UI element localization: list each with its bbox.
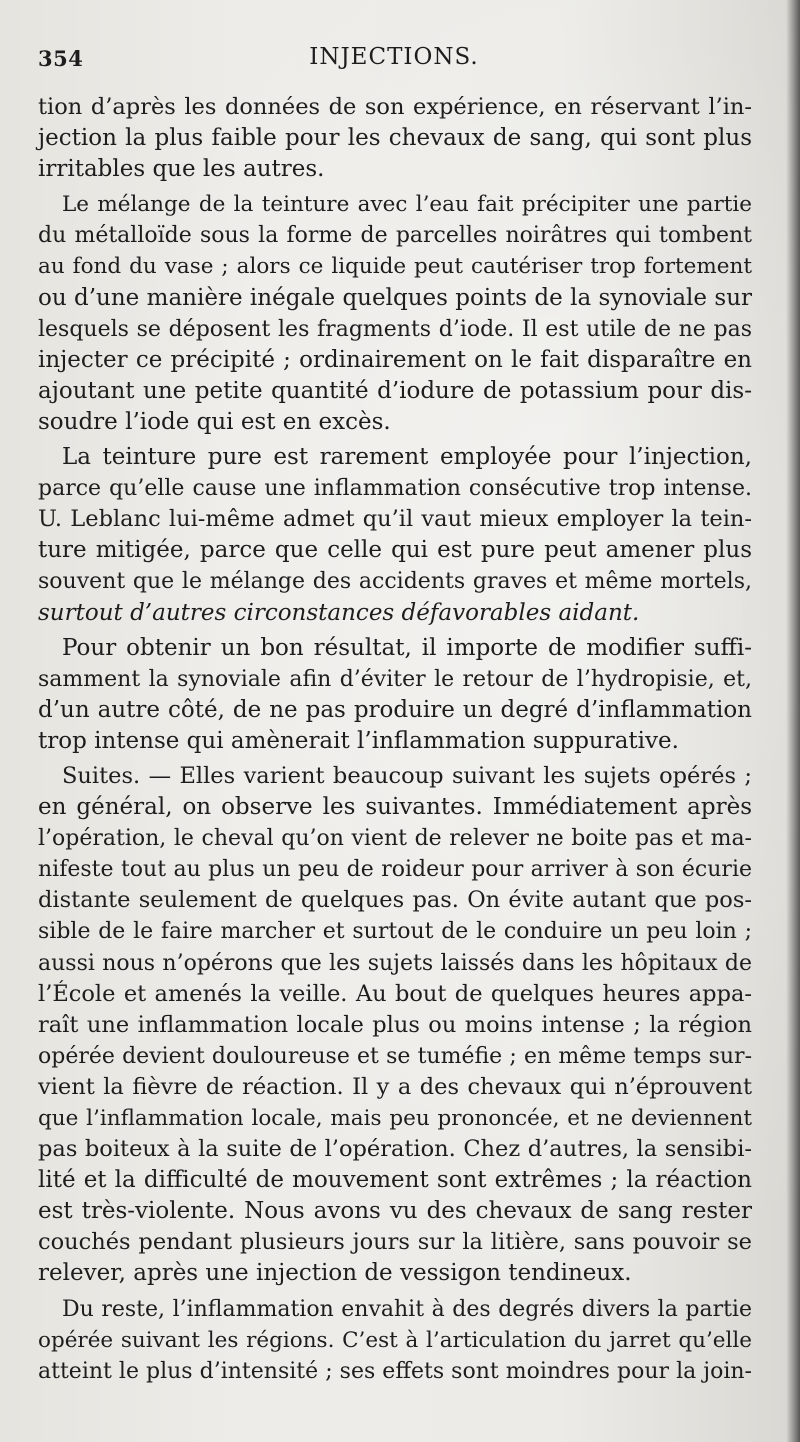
- text-line: ou d’une manière inégale quelques points de la synoviale sur: [38, 284, 752, 311]
- paragraph: [38, 92, 752, 185]
- text-line: nifeste tout au plus un peu de roideur pour arriver à son écurie: [38, 857, 752, 883]
- text-line: est très-violente. Nous avons vu des chevaux de sang rester: [38, 1198, 752, 1225]
- text-line: Du reste, l’inflammation envahit à des degrés divers la partie: [62, 1296, 752, 1322]
- text-line: en général, on observe les suivantes. Immédiatement après: [38, 794, 752, 821]
- text-line: relever, après une injection de vessigon tendineux.: [38, 1260, 632, 1287]
- text-line: atteint le plus d’intensité ; ses effets sont moindres pour la join-: [38, 1358, 752, 1384]
- text-line: l’opération, le cheval qu’on vient de relever ne boite pas et ma-: [38, 826, 752, 852]
- text-line: soudre l’iode qui est en excès.: [38, 408, 391, 435]
- paragraph: [38, 442, 752, 629]
- paragraph: [38, 189, 752, 438]
- paragraph: [38, 633, 752, 757]
- text-line: samment la synoviale afin d’éviter le retour de l’hydropisie, et,: [38, 666, 752, 692]
- page-number: 354: [38, 46, 84, 71]
- body-text: [38, 92, 752, 1391]
- text-line: sible de le faire marcher et surtout de le conduire un peu loin ;: [38, 919, 752, 945]
- text-line: ajoutant une petite quantité d’iodure de potassium pour dis-: [38, 377, 752, 404]
- text-line: ture mitigée, parce que celle qui est pure peut amener plus: [38, 537, 752, 564]
- text-line: jection la plus faible pour les chevaux de sang, qui sont plus: [38, 125, 752, 152]
- text-line: La teinture pure est rarement employée pour l’injection,: [62, 444, 752, 471]
- text-line: raît une inflammation locale plus ou moins intense ; la région: [38, 1011, 752, 1038]
- text-line: parce qu’elle cause une inflammation consécutive trop intense.: [38, 476, 752, 502]
- text-line: opérée suivant les régions. C’est à l’articulation du jarret qu’elle: [38, 1327, 752, 1353]
- text-line: Pour obtenir un bon résultat, il importe de modifier suffi-: [62, 634, 752, 661]
- paragraph: [38, 761, 752, 1290]
- text-line: au fond du vase ; alors ce liquide peut cautériser trop fortement: [38, 254, 752, 280]
- text-line: que l’inflammation locale, mais peu prononcée, et ne deviennent: [38, 1106, 752, 1131]
- text-line: irritables que les autres.: [38, 156, 325, 183]
- text-line: du métalloïde sous la forme de parcelles noirâtres qui tombent: [38, 223, 752, 249]
- text-line: lesquels se déposent les fragments d’iode. Il est utile de ne pas: [38, 316, 752, 342]
- text-line: opérée devient douloureuse et se tuméfie ; en même temps sur-: [38, 1043, 752, 1069]
- text-line: trop intense qui amènerait l’inflammation suppurative.: [38, 727, 679, 754]
- text-line: lité et la difficulté de mouvement sont extrêmes ; la réaction: [38, 1167, 752, 1194]
- text-line: souvent que le mélange des accidents graves et même mortels,: [38, 569, 752, 595]
- text-line: tion d’après les données de son expérience, en réservant l’in-: [38, 94, 752, 120]
- text-line: couchés pendant plusieurs jours sur la litière, sans pouvoir se: [38, 1229, 752, 1256]
- text-line: l’École et amenés la veille. Au bout de quelques heures appa-: [38, 980, 752, 1007]
- text-line: Le mélange de la teinture avec l’eau fait précipiter une partie: [62, 192, 752, 218]
- text-line: vient la fièvre de réaction. Il y a des chevaux qui n’éprouvent: [38, 1073, 752, 1100]
- text-line: injecter ce précipité ; ordinairement on le fait disparaître en: [38, 346, 752, 373]
- text-line: pas boiteux à la suite de l’opération. Chez d’autres, la sensibi-: [38, 1136, 752, 1163]
- text-line: Suites. — Elles varient beaucoup suivant les sujets opérés ;: [62, 762, 752, 789]
- text-line: aussi nous n’opérons que les sujets laissés dans les hôpitaux de: [38, 950, 752, 976]
- italic-text-line: surtout d’autres circonstances défavorables aidant.: [38, 599, 640, 626]
- text-line: d’un autre côté, de ne pas produire un degré d’inflammation: [38, 696, 752, 723]
- running-head: INJECTIONS.: [309, 44, 479, 70]
- paragraph: [38, 1294, 752, 1387]
- text-line: distante seulement de quelques pas. On évite autant que pos-: [38, 887, 752, 914]
- text-line: U. Leblanc lui-même admet qu’il vaut mieux employer la tein-: [38, 506, 752, 533]
- page-header: [38, 40, 750, 80]
- page-spine-shadow: [786, 0, 800, 1442]
